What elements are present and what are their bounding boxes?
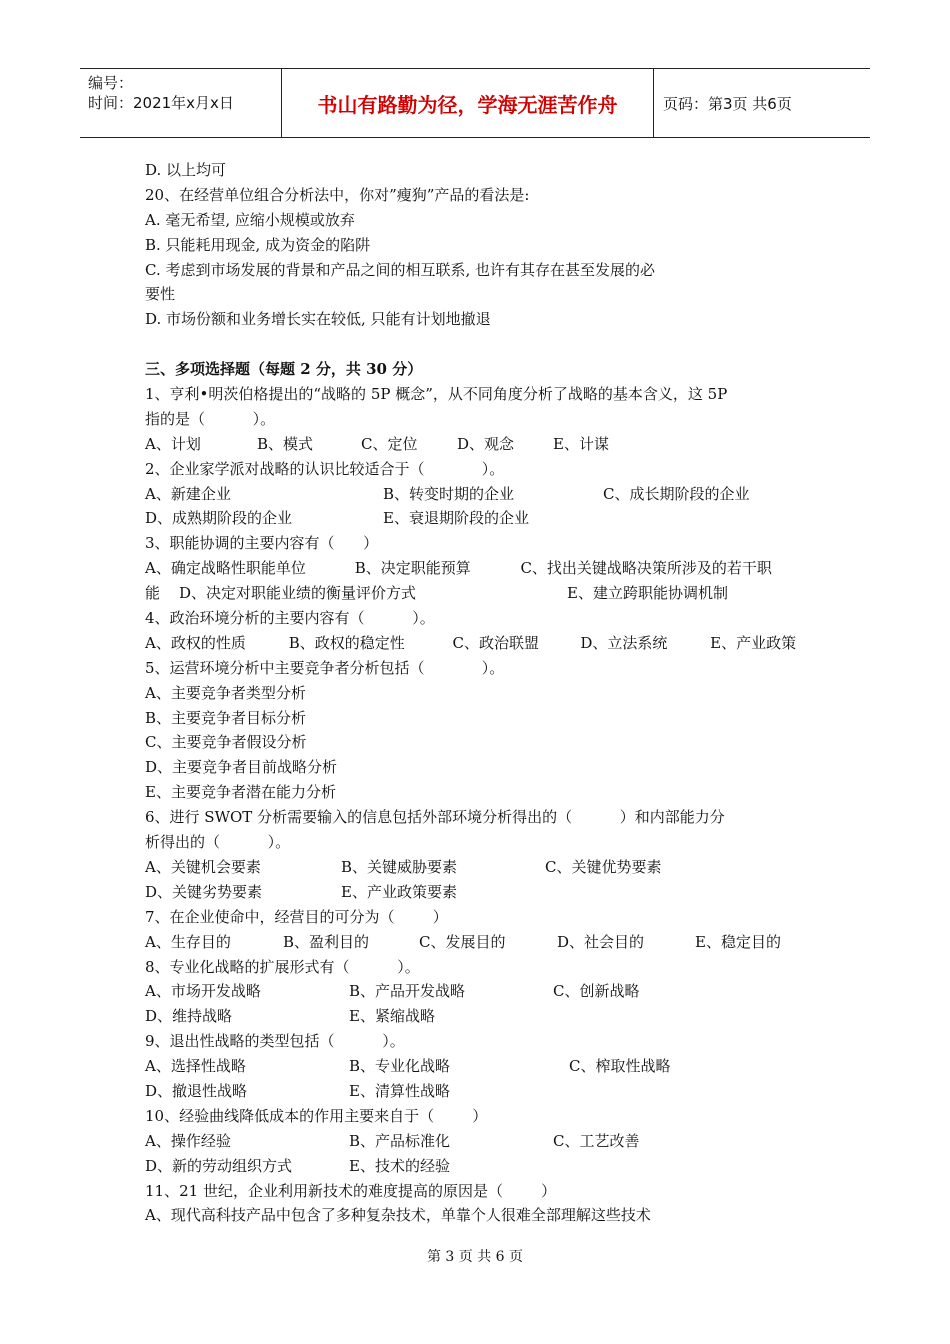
option-text: A、新建企业	[145, 484, 231, 503]
option-text: D、撤退性战略	[145, 1081, 248, 1100]
options-line	[145, 880, 810, 905]
text-line: A、现代高科技产品中包含了多种复杂技术，单靠个人很难全部理解这些技术	[145, 1206, 651, 1225]
options-line	[145, 482, 810, 507]
option-text: B、模式	[257, 434, 314, 453]
option-text: A、关键机会要素	[145, 857, 261, 876]
option-text: E、计谋	[553, 434, 609, 453]
text-line: 指的是（ ）。	[145, 409, 276, 428]
option-text: E、紧缩战略	[349, 1007, 435, 1026]
option-text: E、技术的经验	[349, 1156, 450, 1175]
option-text: C、榨取性战略	[569, 1057, 671, 1076]
option-text: D、新的劳动组织方式	[145, 1156, 293, 1175]
text-line: E、主要竞争者潜在能力分析	[145, 783, 336, 802]
option-text: E、建立跨职能协调机制	[567, 584, 728, 603]
option-text: A、确定战略性职能单位	[145, 559, 306, 578]
text-line: 7、在企业使命中，经营目的可分为（ ）	[145, 907, 448, 926]
option-text: A、市场开发战略	[145, 982, 261, 1001]
option-text: E、清算性战略	[349, 1081, 450, 1100]
option-text: B、产品标准化	[349, 1131, 451, 1150]
header-meta	[88, 73, 234, 113]
page-footer: 第 3 页 共 6 页	[426, 1249, 524, 1265]
text-line: A、主要竞争者类型分析	[145, 683, 306, 702]
option-text: D、成熟期阶段的企业	[145, 509, 293, 528]
text-line: 4、政治环境分析的主要内容有（ ）。	[145, 609, 435, 628]
options-line	[145, 432, 810, 457]
option-text: B、产品开发战略	[349, 982, 466, 1001]
option-text: B、政权的稳定性	[288, 633, 405, 652]
option-text: A、计划	[145, 434, 201, 453]
section-heading: 三、多项选择题（每题 2 分，共 30 分）	[145, 360, 423, 379]
text-line: D. 市场份额和业务增长实在较低, 只能有计划地撤退	[145, 310, 491, 329]
options-line	[145, 581, 810, 606]
option-text: 能	[145, 584, 161, 603]
option-text: D、维持战略	[145, 1007, 233, 1026]
option-text: D、立法系统	[580, 633, 668, 652]
options-line	[145, 1079, 810, 1104]
options-line	[145, 979, 810, 1004]
document-body	[145, 158, 810, 1228]
option-text: E、产业政策	[710, 633, 797, 652]
options-line	[145, 1004, 810, 1029]
option-text: B、转变时期的企业	[383, 484, 515, 503]
option-text: B、决定职能预算	[354, 559, 471, 578]
option-text: B、关键威胁要素	[341, 857, 458, 876]
text-line: 要性	[145, 285, 176, 304]
option-text: A、生存目的	[145, 932, 231, 951]
option-text: D、观念	[457, 434, 515, 453]
options-line	[145, 930, 810, 955]
options-line	[145, 506, 810, 531]
option-text: C、关键优势要素	[545, 857, 662, 876]
option-text: C、创新战略	[553, 982, 640, 1001]
option-text: C、找出关键战略决策所涉及的若干职	[520, 559, 772, 578]
blank-line	[145, 332, 810, 357]
option-text: C、工艺改善	[553, 1131, 640, 1150]
options-line	[145, 1129, 810, 1154]
option-text: A、政权的性质	[145, 633, 246, 652]
text-line: 10、经验曲线降低成本的作用主要来自于（ ）	[145, 1106, 488, 1125]
text-line: D. 以上均可	[145, 161, 227, 179]
option-text: C、成长期阶段的企业	[603, 484, 750, 503]
option-text: A、操作经验	[145, 1131, 231, 1150]
options-line	[145, 855, 810, 880]
time-label: 时间：2021年x月x日	[88, 94, 234, 112]
option-text: C、定位	[361, 434, 418, 453]
text-line: 5、运营环境分析中主要竞争者分析包括（ ）。	[145, 658, 505, 677]
text-line: B. 只能耗用现金, 成为资金的陷阱	[145, 235, 371, 254]
text-line: C. 考虑到市场发展的背景和产品之间的相互联系, 也许有其存在甚至发展的必	[145, 260, 656, 279]
options-line	[145, 556, 810, 581]
number-label: 编号：	[88, 74, 134, 92]
option-text: D、关键劣势要素	[145, 882, 263, 901]
option-text: A、选择性战略	[145, 1057, 246, 1076]
option-text: D、决定对职能业绩的衡量评价方式	[179, 584, 417, 603]
text-line: 8、专业化战略的扩展形式有（ ）。	[145, 957, 420, 976]
options-line	[145, 631, 810, 656]
header-motto: 书山有路勤为径，学海无涯苦作舟	[317, 92, 618, 117]
option-text: E、产业政策要素	[341, 882, 457, 901]
text-line: C、主要竞争者假设分析	[145, 733, 307, 752]
page-header	[80, 68, 870, 138]
text-line: 1、亨利•明茨伯格提出的“战略的 5P 概念”，从不同角度分析了战略的基本含义，这 5P	[145, 385, 728, 404]
text-line: D、主要竞争者目前战略分析	[145, 758, 338, 777]
option-text: C、政治联盟	[452, 633, 540, 652]
text-line: B、主要竞争者目标分析	[145, 708, 307, 727]
header-divider	[653, 69, 654, 137]
option-text: E、稳定目的	[695, 932, 781, 951]
text-line: A. 毫无希望, 应缩小规模或放弃	[145, 210, 355, 229]
text-line: 析得出的（ ）。	[145, 833, 291, 852]
options-line	[145, 1154, 810, 1179]
options-line	[145, 1054, 810, 1079]
text-line: 3、职能协调的主要内容有（ ）	[145, 534, 379, 553]
option-text: C、发展目的	[419, 932, 506, 951]
text-line: 20、在经营单位组合分析法中，你对”瘦狗”产品的看法是:	[145, 185, 530, 204]
text-line: 9、退出性战略的类型包括（ ）。	[145, 1032, 405, 1051]
option-text: B、盈利目的	[283, 932, 370, 951]
header-page-label: 页码：第3页 共6页	[663, 94, 792, 113]
option-text: D、社会目的	[557, 932, 645, 951]
text-line: 2、企业家学派对战略的认识比较适合于（ ）。	[145, 459, 505, 478]
text-line: 6、进行 SWOT 分析需要输入的信息包括外部环境分析得出的（ ）和内部能力分	[145, 808, 725, 827]
option-text: B、专业化战略	[349, 1057, 451, 1076]
text-line: 11、21 世纪，企业利用新技术的难度提高的原因是（ ）	[145, 1181, 557, 1200]
option-text: E、衰退期阶段的企业	[383, 509, 529, 528]
